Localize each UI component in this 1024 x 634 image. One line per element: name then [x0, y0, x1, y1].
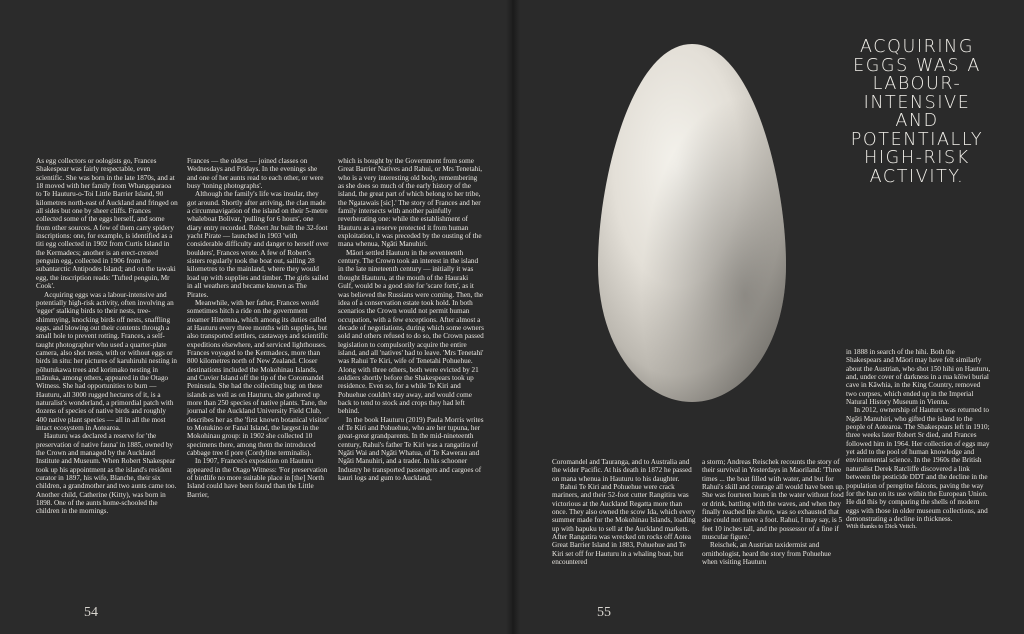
- paragraph: which is bought by the Government from some Great Barrier Natives and Rahui, or Mrs Tenetahi, who is a very interesting old body, remembering as she does so much of the early history of the island, the great part of which belong to her tribe, the Ngatawais [sic].' The story of Frances and her family intersects with another painfully reverberating one: while the establishment of Hauturu as a reserve protected it from human exploitation, it was preceded by the ousting of the mana whenua, Ngāti Manuhiri.: [338, 157, 483, 249]
- paragraph: Reischek, an Austrian taxidermist and ornithologist, heard the story from Pohuehue when visiting Hauturu: [702, 541, 831, 567]
- right-column-3: [846, 348, 992, 532]
- right-column-2: [702, 458, 847, 566]
- paragraph: a storm; Andreas Reischek recounts the story of their survival in Yesterdays in Maoriland: 'Three times ... the boat filled with water, and but for Rahui's skill and courage all would have been up. She was fourteen hours in the water without food or drink, battling with the waves, and when they finally reached the shore, was so exhausted that she could not move a foot. Rahui, I may say, is 5 feet 10 inches tall, and the possessor of a fine if muscular figure.': [702, 458, 845, 542]
- left-column-3: [338, 157, 484, 482]
- paragraph: In 1907, Frances's exposition on Hauturu appeared in the Otago Witness: 'For preservation of birdlife no more suitable place in [the] North Island could have been found than the Little Barrier,: [187, 457, 328, 499]
- right-column-1: [552, 458, 696, 566]
- egg-photo: [592, 40, 792, 420]
- paragraph: Although the family's life was insular, they got around. Shortly after arriving, the clan made a circumnavigation of the island on their 5-metre whaleboat Bolivar, 'pulling for 6 hours', one diary entry recorded. Robert Jnr built the 32-foot yacht Pirate — launched in 1903 'with considerable difficulty and danger to herself over boulders', Frances wrote. A few of Robert's sisters regularly took the boat out, sailing 28 kilometres to the mainland, where they would load up with supplies and timber. The girls sailed in all weathers and became known as The Pirates.: [187, 190, 329, 299]
- spine-gutter: [506, 0, 520, 634]
- paragraph: Coromandel and Tauranga, and to Australia and the wider Pacific. At his death in 1872 he passed on mana whenua in Hauturu to his daughter.: [552, 458, 692, 483]
- paragraph: Rahui Te Kiri and Pohuehue were crack mariners, and their 52-foot cutter Rangitira was victorious at the Auckland Regatta more than once. They also owned the scow Ida, which every summer made for the Mokohinau Islands, loading up with hapuku to sell at the Auckland markets. After Rangatira was wrecked on rocks off Aotea Great Barrier Island in 1883, Pohuehue and Te Kiri set off for Hauturu in a whaling boat, but encountered: [552, 483, 696, 567]
- paragraph: in 1888 in search of the hihi. Both the Shakespears and Māori may have felt similarly about the Austrian, who shot 150 hihi on Hauturu, and, under cover of darkness in a rua kōiwi burial cave in Kāwhia, in the King Country, removed two corpses, which ended up in the Imperial Natural History Museum in Vienna.: [846, 348, 991, 407]
- left-column-1: [36, 157, 178, 516]
- left-column-2: [187, 157, 329, 499]
- paragraph: Māori settled Hauturu in the seventeenth century. The Crown took an interest in the island in the late nineteenth century — initially it was thought Hauturu, at the mouth of the Hauraki Gulf, would be a good site for 'scare forts', as it was believed the Russians were coming. Then, the idea of a conservation estate took hold. In both scenarios the Crown would not permit human occupation, with a few exceptions. After almost a decade of negotiations, during which some owners sold and others refused to do so, the Crown passed legislation to compulsorily acquire the entire island, and all 'natives' had to leave. 'Mrs Tenetahi' was Rahui Te Kiri, wife of Tenetahi Pohuehue. Along with three others, both were evicted by 21 soldiers shortly before the Shakespears took up residence. Even so, for a while Te Kiri and Pohuehue couldn't stay away, and would come back to tend to stock and crops they had left behind.: [338, 248, 484, 416]
- paragraph: Acquiring eggs was a labour-intensive and potentially high-risk activity, often involving an 'egger' stalking birds to their nests, tree-shimmying, knocking birds off nests, snaffling eggs, and blowing out their contents through a small hole to prevent rotting. Frances, a self-taught photographer who used a quarter-plate camera, also shot nests, with or without eggs or birds in situ: her pictures of karuhiruhi nesting in pōhutukawa trees and korimako nesting in mānuka, among others, appeared in the Otago Witness. She had opportunities to burn — Hauturu, all 3000 rugged hectares of it, is a naturalist's wonderland, a primordial patch with dozens of species of native birds and roughly 400 native plant species — all in all the most intact ecosystem in Aotearoa.: [36, 290, 177, 432]
- paragraph: In 2012, ownership of Hauturu was returned to Ngāti Manuhiri, who gifted the island to the people of Aotearoa. The Shakespears left in 1910; three weeks later Robert Sr died, and Frances followed him in 1964. Her collection of eggs may yet add to the pool of human knowledge and environmental science. In the 1960s the British naturalist Derek Ratcliffe discovered a link between the pesticide DDT and the decline in the population of peregrine falcons, paving the way for the ban on its use within the European Union. He did this by comparing the shells of modern eggs with those in older museum collections, and demonstrating a decline in thickness.: [846, 406, 990, 523]
- paragraph: As egg collectors or oologists go, Frances Shakespear was fairly respectable, even scientific. She was born in the late 1870s, and at 18 moved with her family from Whangaparaoa to Te Hauturu-o-Toi Little Barrier Island, 90 kilometres north-east of Auckland and fringed on all sides but one by sheer cliffs. Frances collected some of the eggs herself, and some from other sources. A few of them carry spidery inscriptions: one, for example, is identified as a titi egg collected in 1902 from Curtis Island in the Kermadecs; another is an erect-crested penguin egg, collected in 1906 from the subantarctic Antipodes Island; and on the tawaki egg, the inscription reads: 'Tufted penguin, Mr Cook'.: [36, 157, 178, 291]
- page-number-right: 55: [597, 605, 611, 620]
- paragraph: In the book Hauturu (2019) Paula Morris writes of Te Kiri and Pohuehue, who are her tupuna, her great-great grandparents. In the mid-nineteenth century, Rahui's father Te Kiri was a rangatira of Ngāti Wai and Ngāti Whatua, of Te Kawerau and Ngāti Manuhiri, and a trader. In his schooner Industry he transported passengers and cargoes of kauri logs and gum to Auckland,: [338, 415, 484, 483]
- paragraph: Hauturu was declared a reserve for 'the preservation of native fauna' in 1885, owned by the Crown and managed by the Auckland Institute and Museum. When Robert Shakespear took up his appointment as the island's resident curator in 1897, his wife, Blanche, their six children, a grandmother and two aunts came too. Another child, Catherine (Kitty), was born in 1898. One of the aunts home-schooled the children in the mornings.: [36, 432, 177, 516]
- page-number-left: 54: [84, 605, 98, 620]
- credit-line: With thanks to Dick Veitch.: [846, 523, 917, 531]
- paragraph: Meanwhile, with her father, Frances would sometimes hitch a ride on the government steamer Hinemoa, which among its duties called at Hauturu every three months with supplies, but also transported settlers, castaways and scientific expeditions elsewhere, and serviced lighthouses. Frances voyaged to the Kermadecs, more than 800 kilometres north of New Zealand. Closer destinations included the Mokohinau Islands, and Cuvier Island off the tip of the Coromandel Peninsula. She had the collecting bug: on these islands as well as on Hauturu, she gathered up more than 250 species of native plants. Tane, the journal of the Auckland University Field Club, describes her as the 'first known botanical visitor' to Motukino or Fanal Island, the largest in the Mokohinau group: in 1902 she collected 10 specimens there, among them the introduced cabbage tree tī pore (Cordyline terminalis).: [187, 298, 329, 458]
- pull-quote: ACQUIRING EGGS WAS A LABOUR-INTENSIVE AND POTENTIALLY HIGH-RISK ACTIVITY.: [850, 37, 984, 187]
- paragraph: Frances — the oldest — joined classes on Wednesdays and Fridays. In the evenings she and one of her aunts read to each other, or were busy 'toning photographs'.: [187, 157, 324, 191]
